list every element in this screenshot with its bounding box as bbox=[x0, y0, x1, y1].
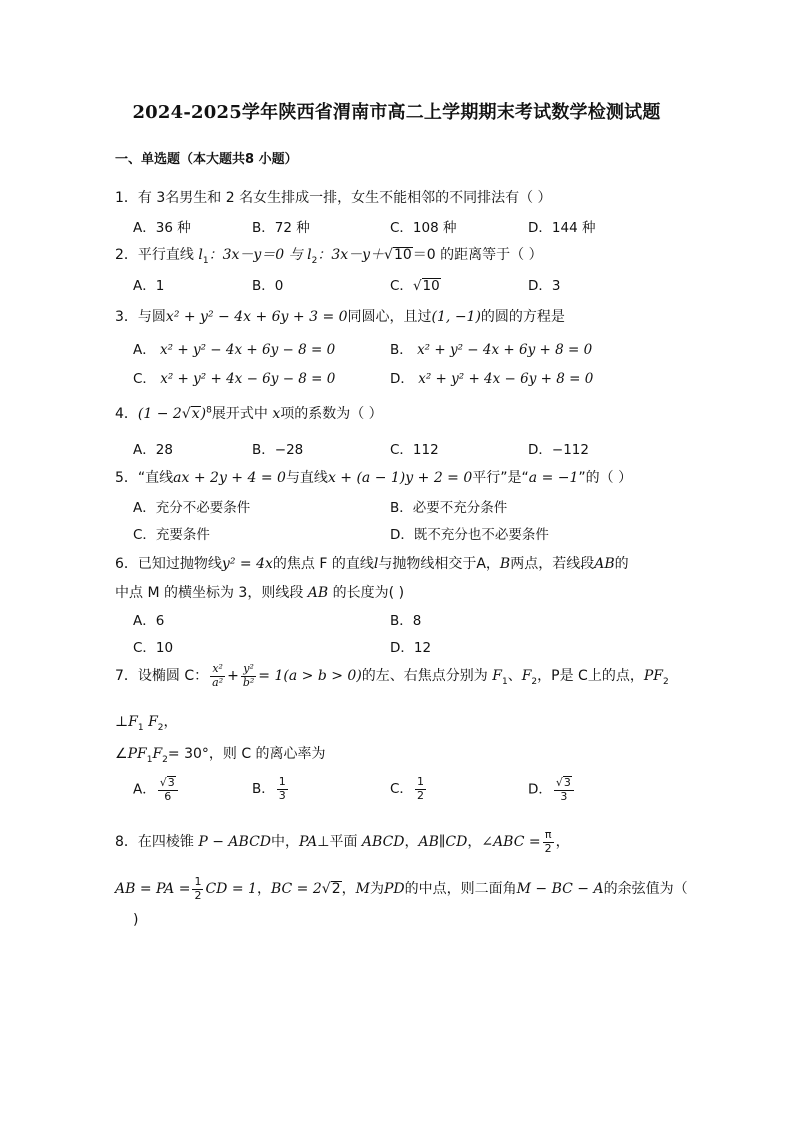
q8-mid7: 的中点，则二面角 bbox=[404, 881, 517, 898]
q2-eq1: ：3x－y＝0 与 bbox=[208, 247, 308, 263]
q2-eq2: ：3x－y＋ bbox=[317, 247, 385, 263]
q7-frac-x bbox=[210, 663, 225, 689]
question-2-option-a: A．1 bbox=[133, 278, 165, 294]
q8-angle: ∠ABC = bbox=[481, 834, 541, 851]
question-6-line-1 bbox=[115, 553, 629, 573]
q7-c-num: 1 bbox=[416, 775, 424, 788]
q7-PF2-sub: 2 bbox=[662, 676, 669, 687]
q8-mid5: ， bbox=[341, 881, 356, 898]
question-2-option-b: B．0 bbox=[252, 278, 284, 294]
q3-d-eq: x² + y² + 4x − 6y + 8 = 0 bbox=[418, 371, 594, 387]
q3-b-eq: x² + y² − 4x + 6y + 8 = 0 bbox=[417, 342, 593, 358]
q7-post: ，P是 C上的点， bbox=[537, 668, 644, 685]
question-4-option-b: B．−28 bbox=[252, 442, 304, 458]
q6-mid: 的焦点 F 的直线 bbox=[272, 556, 374, 572]
q6-l2-pre: 中点 M 的横坐标为 3，则线段 bbox=[115, 585, 308, 601]
q7-a-radical: 3 bbox=[167, 776, 175, 789]
q7-PF2: PF bbox=[643, 668, 663, 685]
q7-b-frac bbox=[277, 776, 288, 802]
question-5-option-c: C．充要条件 bbox=[133, 527, 210, 543]
q7-sep: 、 bbox=[507, 668, 522, 685]
question-7-line-3 bbox=[115, 743, 326, 765]
q8-pyramid: P − ABCD bbox=[198, 834, 272, 851]
q3-a-label: A． bbox=[133, 342, 156, 358]
q8-half-frac bbox=[192, 876, 203, 902]
q8-l2-post: 的余弦值为（ bbox=[603, 881, 688, 898]
q2-l2: l bbox=[307, 247, 312, 263]
q5-line2: x + (a − 1)y + 2 = 0 bbox=[327, 470, 473, 486]
q8-bc-radical: 2 bbox=[331, 881, 341, 898]
q8-sep: ， bbox=[256, 881, 271, 898]
q5-line1: ax + 2y + 4 = 0 bbox=[173, 470, 286, 486]
q7-perp-F2: F bbox=[143, 714, 158, 730]
q2-l1-sub: 1 bbox=[202, 255, 209, 266]
question-3-stem bbox=[115, 306, 565, 326]
q4-post: 项的系数为（ ） bbox=[280, 406, 383, 422]
question-6-option-d: D．12 bbox=[390, 640, 432, 656]
q3-pre: 3．与圆 bbox=[115, 309, 166, 325]
q7-angle-PF: PF bbox=[127, 746, 147, 762]
q8-M: M bbox=[355, 881, 370, 898]
question-7-option-b bbox=[252, 776, 290, 802]
q8-PD: PD bbox=[383, 881, 405, 898]
question-3-option-d bbox=[390, 367, 593, 387]
q7-d-frac bbox=[554, 776, 574, 803]
question-1-option-a: A．36 种 bbox=[133, 220, 191, 236]
q2-l1: l bbox=[198, 247, 203, 263]
question-8-line-1 bbox=[115, 829, 570, 855]
question-6-line-2 bbox=[115, 582, 404, 602]
q5-mid2: 平行”是“ bbox=[472, 470, 529, 486]
q7-F2: F bbox=[521, 668, 532, 685]
q4-expr: (1 − 2 bbox=[137, 406, 182, 422]
q8-pi-den: 2 bbox=[544, 841, 552, 855]
q6-sep: ， bbox=[485, 556, 500, 572]
question-2-option-c: C．√10 bbox=[390, 278, 440, 294]
q4-var: x bbox=[272, 406, 281, 422]
q7-a-den: 6 bbox=[164, 789, 172, 803]
q4-radical: x bbox=[191, 406, 200, 422]
q7-perp-sub2: 2 bbox=[157, 722, 164, 733]
q8-bc: BC = 2 bbox=[270, 881, 322, 898]
q7-a-num: √3 bbox=[158, 776, 178, 791]
q3-b-label: B． bbox=[390, 342, 413, 358]
q3-post: 的圆的方程是 bbox=[480, 309, 565, 325]
q8-PA: PA bbox=[299, 834, 318, 851]
q4-expr-close: ) bbox=[200, 406, 207, 422]
q7-F1-sub: 1 bbox=[501, 676, 508, 687]
question-2-stem: 2．平行直线 $l_1$：3x－y＝0 与 $l_2$：3x－y＋√10＝0 的距离等于（ ） bbox=[115, 247, 543, 266]
q4-mid: 展开式中 bbox=[211, 406, 273, 422]
q8-half-num: 1 bbox=[194, 875, 202, 888]
question-1-option-b: B．72 种 bbox=[252, 220, 310, 236]
q6-mid2: 与抛物线相交于 bbox=[378, 556, 477, 572]
q8-pre: 8．在四棱锥 bbox=[115, 834, 199, 851]
q6-l: l bbox=[373, 556, 379, 572]
section-heading: 一、单选题（本大题共8 小题） bbox=[115, 152, 298, 167]
q7-c-frac bbox=[415, 776, 426, 802]
q2-radical: 10 bbox=[393, 247, 412, 263]
q4-exponent: 8 bbox=[206, 405, 212, 416]
q7-a-frac bbox=[158, 776, 178, 803]
question-1-option-c: C．108 种 bbox=[390, 220, 457, 236]
q7-d-den: 3 bbox=[560, 789, 568, 803]
q2-c-radical: 10 bbox=[422, 278, 440, 294]
q2-post: ＝0 的距离等于（ ） bbox=[412, 247, 543, 263]
question-6-option-c: C．10 bbox=[133, 640, 174, 656]
q6-post: 两点，若线段 bbox=[510, 556, 595, 572]
q7-c-label: C． bbox=[390, 781, 413, 798]
question-7-line-2 bbox=[115, 711, 178, 733]
question-3-option-a bbox=[133, 338, 335, 358]
q3-d-label: D． bbox=[390, 371, 414, 387]
question-7-option-a bbox=[133, 776, 180, 803]
q3-circle-eq: x² + y² − 4x + 6y + 3 = 0 bbox=[165, 309, 348, 325]
q8-plane: ABCD bbox=[361, 834, 405, 851]
q4-pre: 4． bbox=[115, 406, 138, 422]
q7-F2-sub: 2 bbox=[531, 676, 538, 687]
q8-mid: 中， bbox=[271, 834, 300, 851]
question-4-stem: 4．$(1 - 2√x)^8$展开式中 x项的系数为（ ） bbox=[115, 405, 383, 422]
q8-mid3: ， bbox=[404, 834, 419, 851]
q7-frac-y bbox=[241, 663, 256, 689]
question-5-option-d: D．既不充分也不必要条件 bbox=[390, 527, 549, 543]
q8-dihedral: M − BC − A bbox=[516, 881, 604, 898]
q7-perp-F: ⊥F bbox=[115, 714, 138, 730]
question-1-option-d: D．144 种 bbox=[528, 220, 596, 236]
q6-A: A bbox=[476, 556, 486, 572]
question-7-option-d bbox=[528, 776, 576, 803]
q7-perp-sub1: 1 bbox=[137, 722, 144, 733]
q6-pre: 6．已知过抛物线 bbox=[115, 556, 222, 572]
q7-a-label: A． bbox=[133, 781, 156, 798]
q7-perp-post: ， bbox=[163, 714, 178, 730]
q7-angle-F: F bbox=[152, 746, 163, 762]
q7-frac-x-den: a² bbox=[212, 675, 224, 689]
q7-angle-post: = 30°，则 C 的离心率为 bbox=[167, 746, 326, 762]
q7-plus: + bbox=[227, 668, 239, 685]
q3-mid: 同圆心，且过 bbox=[347, 309, 432, 325]
q7-pre: 7．设椭圆 C： bbox=[115, 668, 209, 685]
question-8-line-2: AB = PA = $\frac{1}{2}$ CD = 1，BC = 2√2，M为PD的中点，则二面角M − BC − A的余弦值为（ bbox=[115, 875, 688, 902]
q3-c-label: C． bbox=[133, 371, 156, 387]
q5-mid: 与直线 bbox=[285, 470, 328, 486]
q5-pre: 5．“直线 bbox=[115, 470, 174, 486]
q6-B: B bbox=[499, 556, 511, 572]
q7-cond: = 1(a > b > 0) bbox=[258, 668, 362, 685]
q8-eq: AB = PA = bbox=[115, 881, 191, 898]
q3-a-eq: x² + y² − 4x + 6y − 8 = 0 bbox=[160, 342, 336, 358]
q7-frac-y-num: y² bbox=[241, 663, 256, 677]
q6-l2-AB: AB bbox=[307, 585, 329, 601]
q7-d-num: √3 bbox=[554, 776, 574, 791]
q8-half-den: 2 bbox=[194, 888, 202, 902]
exam-title: 2024-2025学年陕西省渭南市高二上学期期末考试数学检测试题 bbox=[132, 102, 661, 123]
q7-angle-sym: ∠ bbox=[115, 746, 128, 762]
q8-cd: CD = 1 bbox=[205, 881, 257, 898]
q7-frac-y-den: b² bbox=[242, 675, 255, 689]
q7-b-num: 1 bbox=[278, 775, 286, 788]
question-2-option-d: D．3 bbox=[528, 278, 561, 294]
q8-mid6: 为 bbox=[369, 881, 384, 898]
q2-l2-sub: 2 bbox=[311, 255, 318, 266]
q7-d-radical: 3 bbox=[563, 776, 571, 789]
q7-b-label: B． bbox=[252, 781, 275, 798]
q6-parabola: y² = 4x bbox=[221, 556, 273, 572]
question-5-option-b: B．必要不充分条件 bbox=[390, 500, 508, 516]
q5-post: ”的（ ） bbox=[578, 470, 633, 486]
question-6-option-a: A．6 bbox=[133, 613, 165, 629]
q6-l2-post: 的长度为( ) bbox=[328, 585, 405, 601]
q8-mid2: ⊥平面 bbox=[317, 834, 362, 851]
q8-pi-frac bbox=[543, 829, 554, 855]
q7-mid: 的左、右焦点分别为 bbox=[361, 668, 493, 685]
question-3-option-b bbox=[390, 338, 592, 358]
question-7-line-1 bbox=[115, 663, 669, 689]
q6-end: 的 bbox=[614, 556, 629, 572]
question-4-option-d: D．−112 bbox=[528, 442, 589, 458]
question-5-option-a: A．充分不必要条件 bbox=[133, 500, 251, 516]
question-7-option-c bbox=[390, 776, 428, 802]
q7-c-den: 2 bbox=[416, 788, 424, 802]
q7-angle-sub1: 1 bbox=[146, 754, 153, 765]
question-8-line-3: ) bbox=[133, 912, 139, 928]
question-6-option-b: B．8 bbox=[390, 613, 422, 629]
q7-angle-sub2: 2 bbox=[162, 754, 168, 765]
q8-post: ， bbox=[555, 834, 570, 851]
question-3-option-c bbox=[133, 367, 335, 387]
q7-F1: F bbox=[492, 668, 502, 685]
question-4-option-c: C．112 bbox=[390, 442, 439, 458]
question-5-stem bbox=[115, 467, 632, 487]
q8-pi-num: π bbox=[543, 829, 554, 843]
q7-frac-x-num: x² bbox=[210, 663, 225, 677]
q2-pre: 2．平行直线 bbox=[115, 247, 199, 263]
q3-c-eq: x² + y² + 4x − 6y − 8 = 0 bbox=[160, 371, 336, 387]
q8-mid4: ， bbox=[467, 834, 482, 851]
q7-d-label: D． bbox=[528, 781, 552, 798]
q3-point: (1, −1) bbox=[431, 309, 481, 325]
q7-b-den: 3 bbox=[278, 788, 286, 802]
question-4-option-a: A．28 bbox=[133, 442, 173, 458]
q5-cond: a = −1 bbox=[528, 470, 579, 486]
q2-c-label: C． bbox=[390, 278, 413, 294]
question-1-stem: 1．有 3名男生和 2 名女生排成一排，女生不能相邻的不同排法有（ ） bbox=[115, 190, 552, 206]
q6-AB: AB bbox=[594, 556, 615, 572]
q8-parallel: AB∥CD bbox=[418, 834, 468, 851]
